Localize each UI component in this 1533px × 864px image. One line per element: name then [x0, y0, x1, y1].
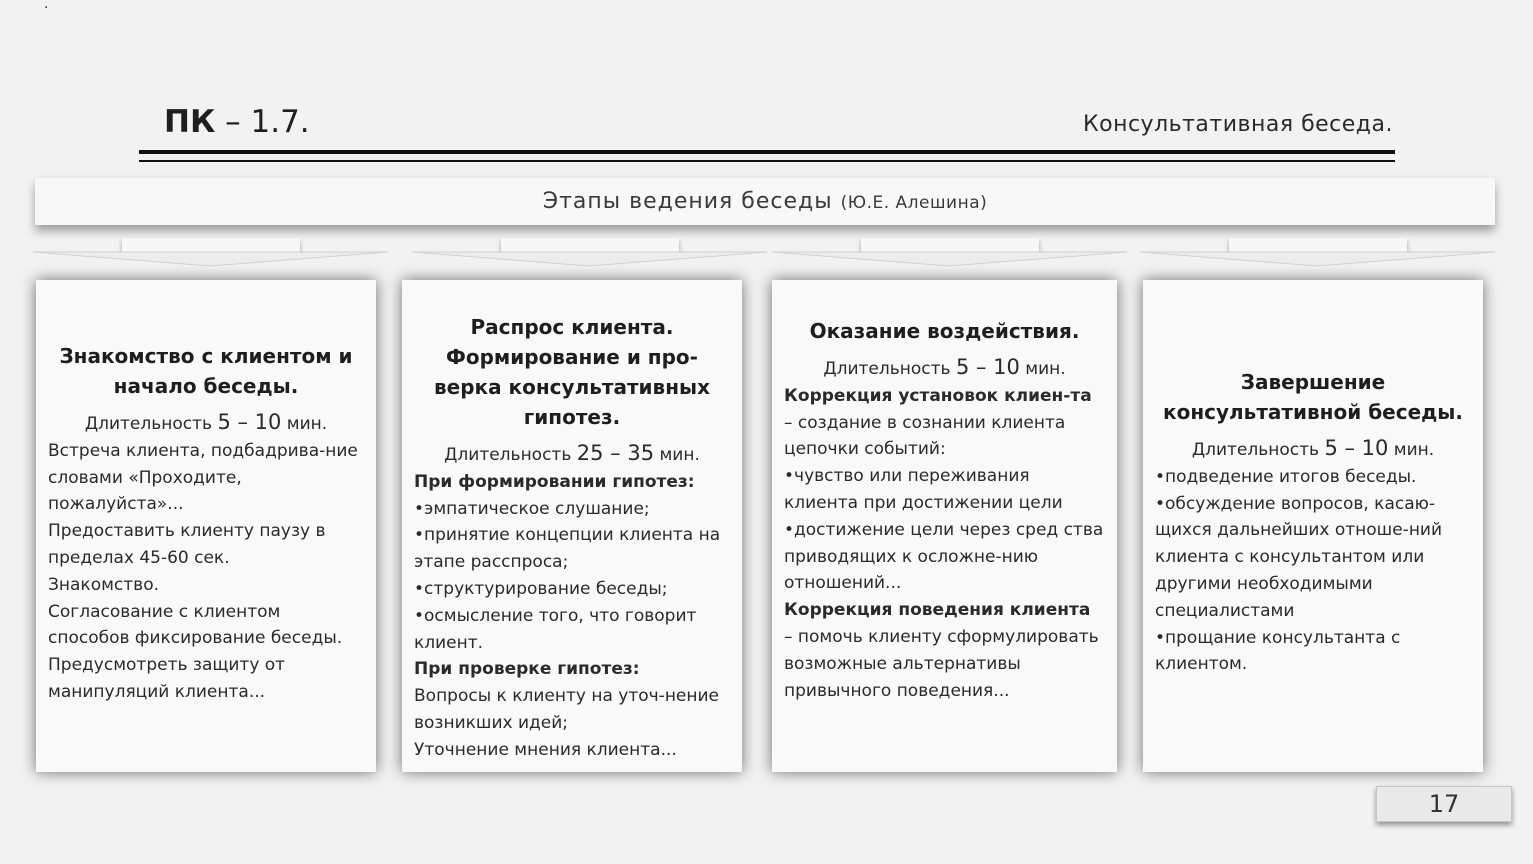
stage-duration — [1155, 435, 1471, 464]
stage-text-line: •эмпатическое слушание; — [414, 498, 650, 519]
stage-text-line: Встреча клиента, подбадрива-ние словами «Проходите, пожалуйста»... — [48, 440, 358, 515]
stage-duration — [414, 440, 730, 469]
duration-unit: мин. — [1388, 440, 1435, 460]
stage-card-4 — [1143, 280, 1483, 772]
connector-chevron — [33, 250, 388, 268]
duration-value: 25 – 35 — [576, 441, 655, 465]
connector-chevron — [1140, 250, 1495, 268]
duration-label: Длительность — [84, 414, 218, 434]
duration-unit: мин. — [1019, 359, 1066, 379]
banner-title: Этапы ведения беседы — [542, 189, 841, 214]
stage-card-3 — [772, 280, 1117, 772]
duration-value: 5 – 10 — [217, 410, 282, 434]
stage-subheading: Коррекция поведения клиента — [784, 600, 1091, 621]
stage-text-line: •обсуждение вопросов, касаю-щихся дальнейших отноше-ний клиента с консультантом или другими необходимыми специалистами — [1155, 493, 1443, 621]
stage-subheading: При формировании гипотез: — [414, 471, 695, 492]
duration-label: Длительность — [1191, 440, 1325, 460]
page-number: 17 — [1376, 786, 1512, 822]
duration-unit: мин. — [654, 445, 700, 465]
duration-label: Длительность — [823, 359, 956, 379]
stages-banner — [35, 178, 1495, 225]
duration-value: 5 – 10 — [1324, 436, 1389, 460]
duration-value: 5 – 10 — [955, 355, 1020, 379]
stage-text-line: Предоставить клиенту паузу в пределах 45-60 сек. — [48, 521, 326, 568]
stage-connector-2 — [412, 238, 767, 268]
connector-chevron — [772, 250, 1127, 268]
code-number: – 1.7. — [215, 104, 310, 140]
stage-title: Распрос клиента. Формирование и про-верка консультативных гипотез. — [433, 315, 711, 429]
stage-text-line: Предусмотреть защиту от манипуляций клиента... — [48, 655, 286, 702]
stage-connector-3 — [772, 238, 1127, 268]
stage-text-line: Знакомство. — [48, 574, 159, 595]
duration-unit: мин. — [281, 414, 328, 434]
stage-subheading: При проверке гипотез: — [414, 659, 640, 680]
stage-text-line: •прощание консультанта с клиентом. — [1155, 627, 1401, 675]
stage-card-1 — [36, 280, 376, 772]
duration-label: Длительность — [444, 445, 577, 465]
stage-text-line: Согласование с клиентом способов фиксирование беседы. — [48, 601, 343, 649]
connector-chevron — [412, 250, 767, 268]
stage-duration — [48, 409, 364, 438]
stage-text-line: Уточнение мнения клиента... — [414, 739, 677, 760]
stage-text-line: – создание в сознании клиента цепочки событий: — [784, 412, 1066, 460]
page-topic: Консультативная беседа. — [1083, 112, 1393, 137]
stage-text-line: Вопросы к клиенту на уточ-нение возникших идей; — [414, 686, 720, 733]
stage-text-line: •принятие концепции клиента на этапе расспроса; — [414, 525, 721, 573]
stage-title: Знакомство с клиентом и начало беседы. — [59, 344, 353, 398]
header-divider-thin — [139, 160, 1395, 162]
header-divider-thick — [139, 150, 1395, 154]
stage-title: Оказание воздействия. — [809, 319, 1080, 343]
stage-text-line: •подведение итогов беседы. — [1155, 466, 1417, 487]
banner-author: (Ю.Е. Алешина) — [840, 193, 988, 213]
stage-subheading: Коррекция установок клиен-та — [784, 385, 1092, 406]
stage-card-2 — [402, 280, 742, 772]
stage-text-line: •структурирование беседы; — [414, 578, 668, 599]
stage-connector-1 — [33, 238, 388, 268]
corner-mark: · — [44, 0, 49, 16]
stage-text-line: •чувство или переживания клиента при достижении цели — [784, 466, 1063, 513]
stage-duration — [784, 354, 1105, 383]
stage-text-line: •достижение цели через сред ства приводящих к осложне-нию отношений... — [784, 519, 1104, 594]
code-prefix: ПК — [164, 104, 216, 140]
stage-connector-4 — [1140, 238, 1495, 268]
page-code-title — [164, 104, 310, 140]
stage-title: Завершение консультативной беседы. — [1163, 370, 1463, 424]
stage-text-line: •осмысление того, что говорит клиент. — [414, 605, 697, 653]
stage-text-line: – помочь клиенту сформулировать возможные альтернативы привычного поведения... — [784, 626, 1099, 701]
